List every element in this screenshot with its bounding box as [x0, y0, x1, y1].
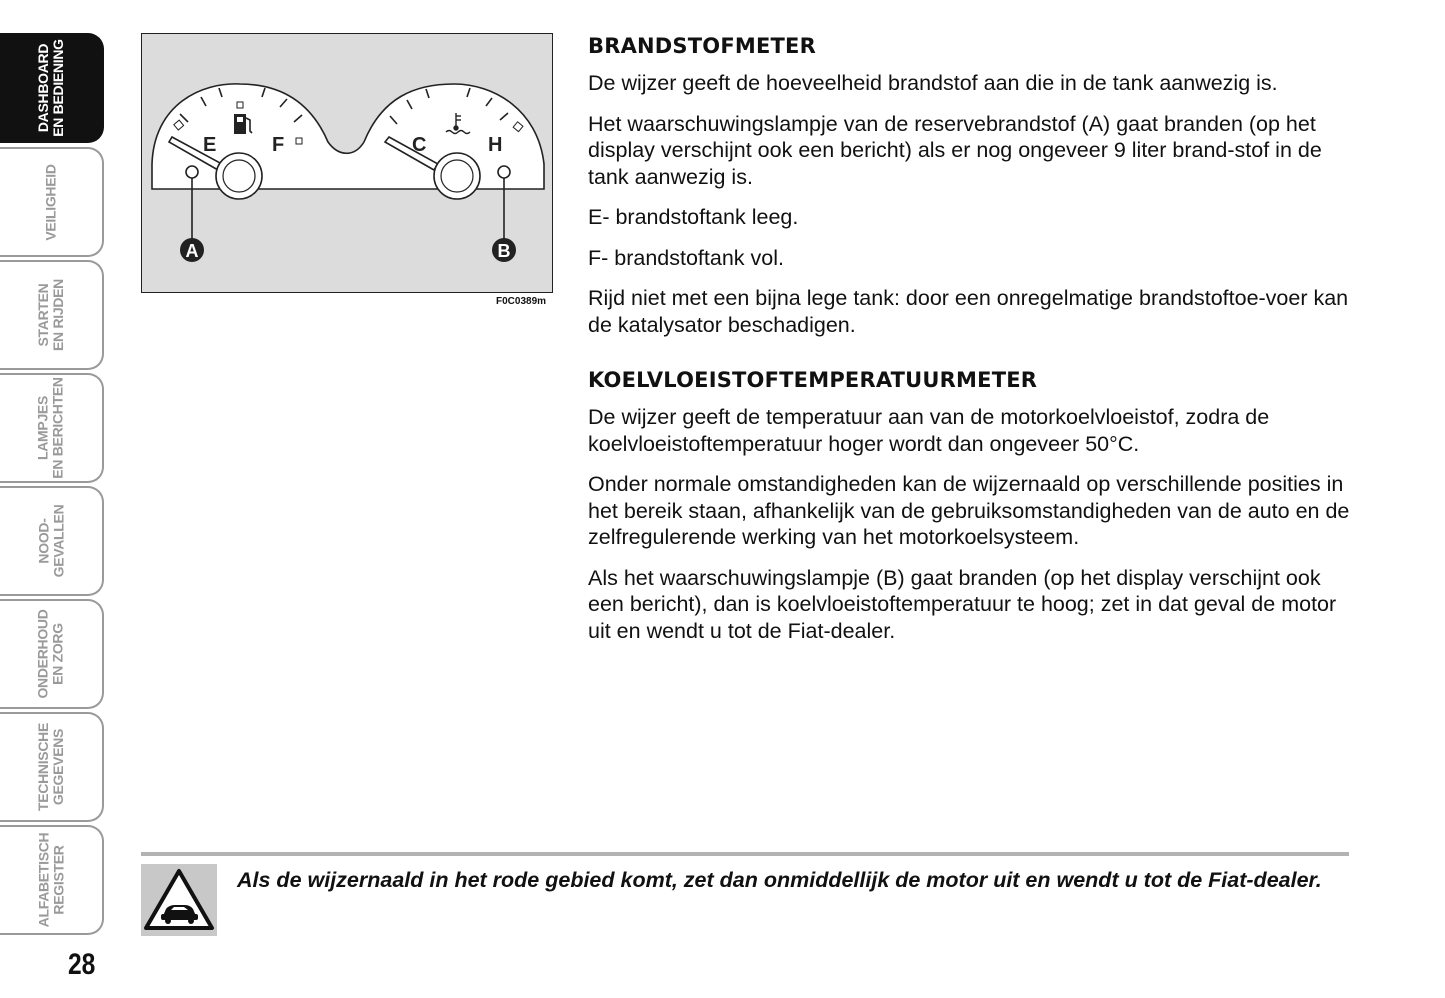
tab-dashboard-en-bediening[interactable]	[0, 33, 104, 143]
tab-label-line2: REGISTER	[49, 845, 66, 915]
warning-divider	[141, 852, 1349, 856]
temp-hot-label: H	[488, 134, 503, 156]
tab-label-line1: DASHBOARD	[35, 43, 51, 133]
gauge-illustration	[142, 34, 551, 291]
tab-label-line2: GEVALLEN	[49, 504, 66, 578]
tab-alfabetisch-register[interactable]	[0, 825, 104, 935]
marker-b-label: B	[497, 241, 511, 261]
paragraph: Het waarschuwingslampje van de reservebrandstof (A) gaat branden (op het display verschijnt ook een bericht) als er nog ongeveer 9 liter brand-stof in de tank aanwezig is.	[588, 111, 1322, 189]
tab-label-line1: LAMPJES	[34, 395, 51, 461]
warning-triangle-car-icon	[141, 864, 217, 936]
tab-veiligheid[interactable]	[0, 147, 104, 257]
tab-label-line1: ONDERHOUD	[35, 609, 51, 699]
tab-label-line2: EN BERICHTEN	[49, 377, 66, 479]
tab-label-line2: EN BEDIENING	[50, 39, 66, 137]
fuel-empty-label: E	[203, 134, 217, 156]
content-column	[588, 34, 1350, 658]
tab-label-line2: EN ZORG	[50, 623, 66, 685]
tab-label-line1: VEILIGHEID	[42, 163, 59, 241]
paragraph: Als het waarschuwingslampje (B) gaat branden (op het display verschijnt ook een bericht), dan is koelvloeistoftemperatuur te hoog; zet in dat geval de motor uit en wendt u tot de Fiat-dealer.	[588, 565, 1337, 643]
page-number: 28	[68, 948, 96, 981]
tab-technische-gegevens[interactable]	[0, 712, 104, 822]
gauge-figure	[141, 33, 553, 293]
tab-label-line1: ALFABETISCH	[34, 832, 51, 928]
paragraph: De wijzer geeft de hoeveelheid brandstof aan die in de tank aanwezig is.	[588, 71, 1278, 95]
paragraph: Rijd niet met een bijna lege tank: door een onregelmatige brandstoftoe-voer kan de katalysator beschadigen.	[588, 286, 1349, 337]
tab-label-line1: STARTEN	[34, 283, 51, 347]
tab-noodgevallen[interactable]	[0, 486, 104, 596]
section-heading-brandstofmeter: BRANDSTOFMETER	[588, 34, 816, 58]
paragraph: F- brandstoftank vol.	[588, 245, 784, 270]
section-heading-koelvloeistoftemperatuurmeter: KOELVLOEISTOFTEMPERATUURMETER	[588, 368, 1038, 392]
paragraph: Onder normale omstandigheden kan de wijzernaald op verschillende posities in het bereik staan, afhankelijk van de gebruiksomstandigheden van de auto en de zelfregulerende werking van het motorkoelsysteem.	[588, 472, 1350, 549]
tab-lampjes-en-berichten[interactable]	[0, 373, 104, 483]
paragraph: E- brandstoftank leeg.	[588, 205, 799, 229]
tab-label-line2: GEGEVENS	[49, 728, 66, 806]
tab-label-line2: EN RIJDEN	[49, 279, 66, 351]
fuel-full-label: F	[272, 134, 285, 156]
tab-starten-en-rijden[interactable]	[0, 260, 104, 370]
tab-label-line1: NOOD-	[34, 518, 51, 564]
tab-onderhoud-en-zorg[interactable]	[0, 599, 104, 709]
tab-label-line1: TECHNISCHE	[34, 722, 51, 812]
figure-code: F0C0389m	[496, 296, 547, 307]
marker-a-label: A	[185, 241, 199, 261]
temp-cold-label: C	[412, 134, 427, 156]
warning-text: Als de wijzernaald in het rode gebied komt, zet dan onmiddellijk de motor uit en wendt u tot de Fiat-dealer.	[237, 868, 1322, 892]
paragraph: De wijzer geeft de temperatuur aan van de motorkoelvloeistof, zodra de koelvloeistoftemperatuur hoger wordt dan ongeveer 50°C.	[588, 405, 1270, 456]
